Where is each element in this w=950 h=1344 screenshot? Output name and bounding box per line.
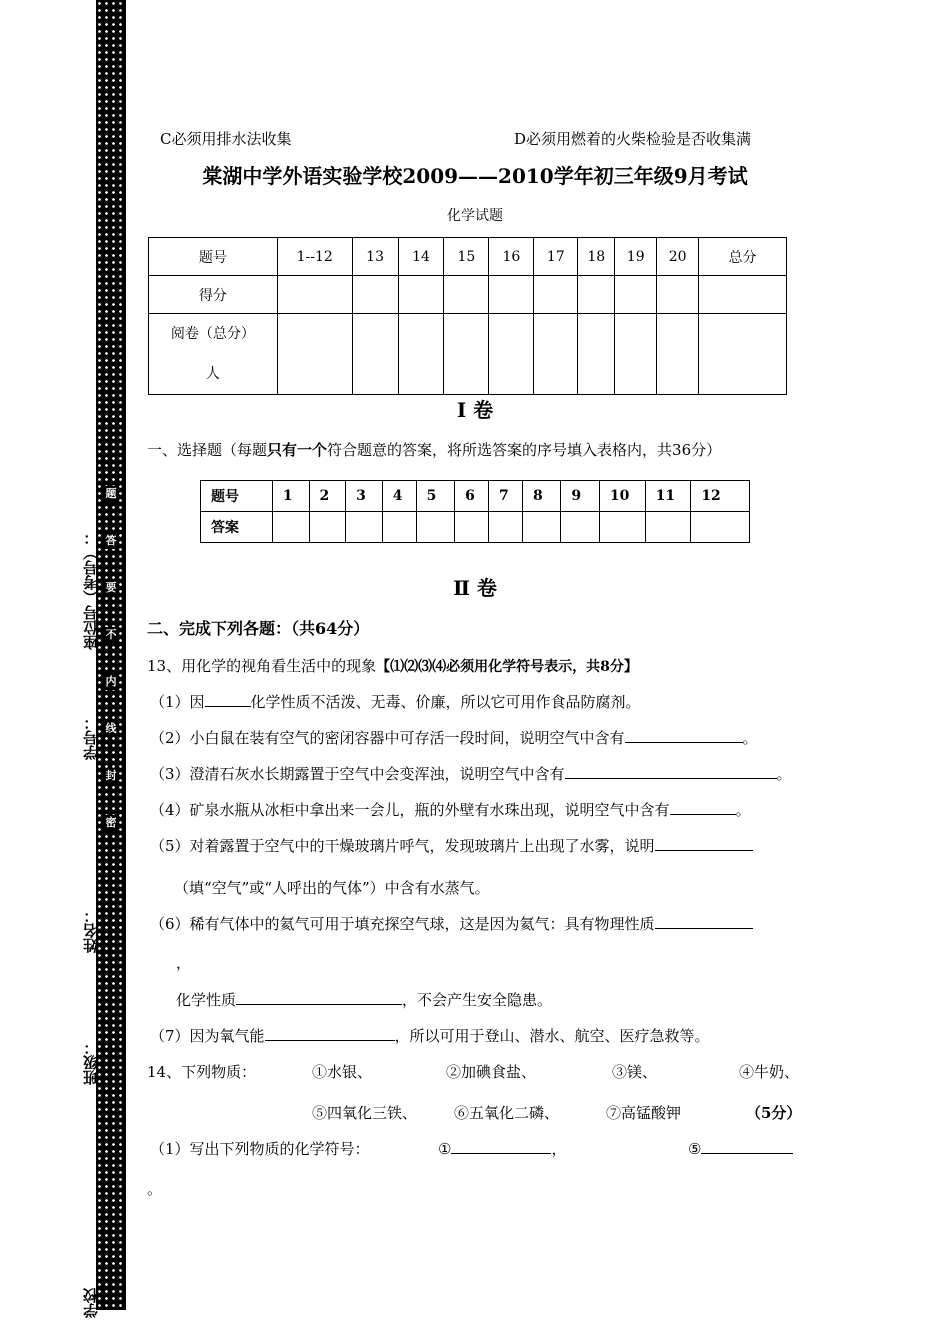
q14-item: ⑦高锰酸钾	[606, 1104, 682, 1122]
answer-cell[interactable]	[489, 512, 523, 543]
answer-cell[interactable]	[382, 512, 416, 543]
q13-6-text: （6）稀有气体中的氦气可用于填充探空气球，这是因为氦气：具有物理性质	[150, 915, 655, 933]
answer-cell[interactable]	[346, 512, 383, 543]
q13-2	[150, 727, 758, 748]
answer-number: 6	[455, 481, 489, 512]
q13-7-prefix: （7）因为氧气能	[150, 1027, 265, 1045]
q13-5-text: （5）对着露置于空气中的干燥玻璃片呼气，发现玻璃片上出现了水雾，说明	[150, 837, 655, 855]
q13-4-text: （4）矿泉水瓶从冰柜中拿出来一会儿，瓶的外壁有水珠出现，说明空气中含有	[150, 801, 670, 819]
q14-item: ④牛奶、	[739, 1063, 800, 1081]
score-cell[interactable]	[489, 276, 534, 314]
score-table	[148, 237, 787, 395]
part2-heading: Ⅱ 卷	[453, 576, 497, 600]
q13-1-prefix: （1）因	[150, 693, 205, 711]
score-cell[interactable]	[352, 276, 398, 314]
seat-number-label: 座位号（考号）：	[82, 530, 100, 650]
answer-number: 11	[645, 481, 691, 512]
answer-number: 1	[272, 481, 309, 512]
q13-2-text: （2）小白鼠在装有空气的密闭容器中可存活一段时间，说明空气中含有	[150, 729, 625, 747]
q14-1-period: 。	[147, 1180, 163, 1198]
score-header-cell: 题号	[149, 238, 278, 276]
score-header-cell: 15	[444, 238, 489, 276]
score-cell[interactable]	[615, 276, 657, 314]
q14-blank-5[interactable]	[701, 1138, 793, 1154]
grader-cell[interactable]	[699, 314, 787, 395]
q14-item: ①水银、	[312, 1063, 373, 1081]
answer-cell[interactable]	[691, 512, 750, 543]
q13-5	[150, 835, 753, 856]
grader-label-line1: 阅卷（总分）	[170, 326, 255, 342]
q14-comma: ，	[551, 1140, 567, 1158]
binding-char: 答	[105, 534, 117, 547]
q13-4-blank[interactable]	[670, 799, 736, 815]
q13-2-blank[interactable]	[625, 727, 743, 743]
q13-5-blank[interactable]	[655, 835, 753, 851]
q14-item: ③镁、	[612, 1063, 658, 1081]
name-label: 姓名：	[82, 908, 100, 953]
score-header-cell: 19	[615, 238, 657, 276]
q13-7-blank[interactable]	[265, 1025, 395, 1041]
grader-cell[interactable]	[277, 314, 352, 395]
grader-cell[interactable]	[352, 314, 398, 395]
q13-6-chem	[176, 989, 552, 1010]
answer-cell[interactable]	[599, 512, 645, 543]
binding-char: 密	[105, 816, 117, 829]
q13-6-chem-label: 化学性质	[176, 991, 237, 1009]
answer-number: 10	[599, 481, 645, 512]
part1-instruction	[147, 439, 721, 460]
score-cell[interactable]	[534, 276, 578, 314]
q13-6-blank-chemical[interactable]	[236, 989, 402, 1005]
score-cell[interactable]	[578, 276, 615, 314]
q13-4-period: 。	[735, 801, 751, 819]
q14-blank-1[interactable]	[451, 1138, 551, 1154]
answer-cell[interactable]	[416, 512, 454, 543]
binding-char: 封	[105, 769, 117, 782]
q13-1	[150, 691, 641, 712]
score-cell[interactable]	[277, 276, 352, 314]
q13-3	[150, 763, 792, 784]
q14-1: （1）写出下列物质的化学符号：	[150, 1140, 370, 1158]
answer-cell[interactable]	[561, 512, 599, 543]
grader-cell[interactable]	[398, 314, 444, 395]
grader-cell[interactable]	[657, 314, 699, 395]
grader-cell[interactable]	[615, 314, 657, 395]
answer-number: 2	[309, 481, 346, 512]
answer-cell[interactable]	[645, 512, 691, 543]
answer-cell[interactable]	[455, 512, 489, 543]
option-c: C必须用排水法收集	[160, 130, 292, 148]
q13-6-blank-physical[interactable]	[655, 913, 753, 929]
grader-cell[interactable]	[444, 314, 489, 395]
q14-item: ⑥五氧化二磷、	[454, 1104, 560, 1122]
score-cell[interactable]	[444, 276, 489, 314]
q13-3-period: 。	[776, 765, 792, 783]
school-label: 学校	[82, 1288, 100, 1318]
score-header-cell: 16	[489, 238, 534, 276]
student-number-label: 学号：	[82, 715, 100, 760]
q13-stem	[147, 655, 638, 676]
instruction-prefix: 一、选择题（每题	[147, 441, 268, 459]
score-header-cell: 20	[657, 238, 699, 276]
part1-heading: Ⅰ 卷	[456, 398, 494, 422]
q14-item: ⑤四氧化三铁、	[312, 1104, 418, 1122]
q13-1-blank[interactable]	[205, 691, 251, 707]
instruction-bold: 只有一个	[267, 441, 328, 459]
grader-label	[149, 314, 278, 395]
q13-6	[150, 913, 753, 934]
q14-1-answer5	[688, 1138, 793, 1158]
q13-7	[150, 1025, 710, 1046]
part2-section: 二、完成下列各题：（共64分）	[147, 619, 370, 638]
score-header-cell: 18	[578, 238, 615, 276]
binding-char: 不	[105, 628, 117, 641]
q14-score: （5分）	[746, 1104, 802, 1122]
binding-char: 要	[105, 581, 117, 594]
answer-table	[200, 480, 750, 543]
score-header-cell: 总分	[699, 238, 787, 276]
answer-number: 5	[416, 481, 454, 512]
q14-stem: 14、下列物质：	[147, 1063, 257, 1081]
answer-header-label: 题号	[201, 481, 273, 512]
answer-number: 8	[522, 481, 560, 512]
q13-3-text: （3）澄清石灰水长期露置于空气中会变浑浊，说明空气中含有	[150, 765, 565, 783]
answer-number: 7	[489, 481, 523, 512]
answer-number: 12	[691, 481, 750, 512]
grader-cell[interactable]	[578, 314, 615, 395]
score-header-cell: 1--12	[277, 238, 352, 276]
option-d: D必须用燃着的火柴检验是否收集满	[514, 130, 752, 148]
score-cell[interactable]	[699, 276, 787, 314]
score-header-cell: 17	[534, 238, 578, 276]
q13-4	[150, 799, 751, 820]
binding-char: 内	[105, 675, 117, 688]
grader-cell[interactable]	[489, 314, 534, 395]
score-cell[interactable]	[398, 276, 444, 314]
q13-1-suffix: 化学性质不活泼、无毒、价廉，所以它可用作食品防腐剂。	[250, 693, 641, 711]
score-header-cell: 13	[352, 238, 398, 276]
q14-mark-5: ⑤	[688, 1140, 702, 1158]
grader-label-line2: 人	[205, 366, 220, 382]
q13-5-cont: （填“空气”或“人呼出的气体”）中含有水蒸气。	[174, 879, 490, 897]
q14-1-answer1	[438, 1138, 566, 1159]
binding-char: 线	[105, 722, 117, 735]
answer-row-label: 答案	[201, 512, 273, 543]
score-row-label: 得分	[149, 276, 278, 314]
q13-3-blank[interactable]	[565, 763, 777, 779]
q14-mark-1: ①	[438, 1140, 452, 1158]
q13-2-period: 。	[742, 729, 758, 747]
score-header-cell: 14	[398, 238, 444, 276]
class-label: 班级：	[82, 1040, 100, 1085]
q13-stem-bold: 【⑴⑵⑶⑷必须用化学符号表示，共8分】	[376, 659, 638, 675]
q13-7-suffix: ，所以可用于登山、潜水、航空、医疗急救等。	[394, 1027, 710, 1045]
q13-6-end: ，不会产生安全隐患。	[402, 991, 553, 1009]
answer-number: 3	[346, 481, 383, 512]
page-title: 棠湖中学外语实验学校2009——2010学年初三年级9月考试	[202, 164, 748, 188]
score-cell[interactable]	[657, 276, 699, 314]
instruction-suffix: 符合题意的答案，将所选答案的序号填入表格内，共36分）	[327, 441, 722, 459]
q14-item: ②加碘食盐、	[446, 1063, 537, 1081]
subtitle: 化学试题	[447, 208, 503, 224]
grader-cell[interactable]	[534, 314, 578, 395]
answer-cell[interactable]	[309, 512, 346, 543]
binding-strip	[96, 0, 126, 1310]
answer-number: 4	[382, 481, 416, 512]
answer-cell[interactable]	[522, 512, 560, 543]
binding-char: 题	[105, 487, 117, 500]
answer-cell[interactable]	[272, 512, 309, 543]
answer-number: 9	[561, 481, 599, 512]
q13-stem-text: 13、用化学的视角看生活中的现象	[147, 657, 377, 675]
q13-6-comma: ，	[176, 954, 192, 972]
